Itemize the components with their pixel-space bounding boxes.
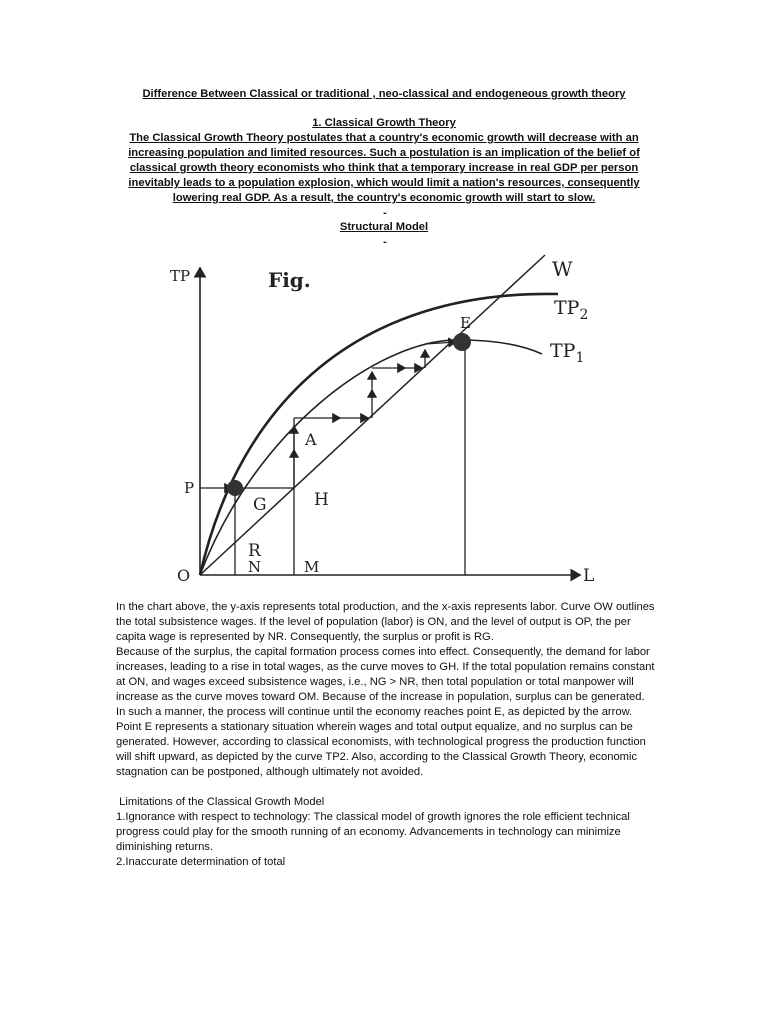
m-label: M [304, 558, 320, 576]
figure-svg [160, 250, 620, 590]
x-axis-label: L [583, 566, 595, 586]
section-heading: 1. Classical Growth Theory [312, 117, 456, 129]
g-label: G [253, 495, 267, 515]
n-label: N [248, 558, 262, 576]
spacer [116, 780, 656, 795]
tp2-curve [200, 294, 558, 575]
limitation-1: 1.Ignorance with respect to technology: The classical model of growth ignores the role efficient technical progress could play for the smooth running of an economy. Advancements in technology can minimize diminishing returns. [116, 811, 630, 853]
tp1-label-sub: 1 [575, 350, 585, 366]
tp2-label-sub: 2 [579, 307, 589, 323]
point-e [453, 333, 471, 351]
p-label: P [184, 479, 195, 497]
h-label: H [314, 490, 329, 510]
e-label: E [460, 314, 471, 332]
fig-label: Fig. [268, 268, 311, 292]
document-title: Difference Between Classical or traditional , neo-classical and endogeneous growth theory [142, 88, 626, 100]
y-axis-label: TP [170, 267, 191, 285]
tp2-label-base: TP [554, 297, 580, 319]
limitations-heading: Limitations of the Classical Growth Model [116, 796, 325, 808]
tp1-curve [200, 340, 542, 575]
tp2-label [554, 297, 588, 323]
intro-paragraph: The Classical Growth Theory postulates that a country's economic growth will decrease with an increasing population and limited resources. Such a postulation is an implication of the belief of classical growth theory economists who think that a temporary increase in real GDP per person inevitably leads to a population explosion, which would limit a nation's resources, consequently lowering real GDP. As a result, the country's economic growth will start to slow. [128, 132, 640, 204]
paragraph-3: In such a manner, the process will continue until the economy reaches point E, as depicted by the arrow. Point E represents a stationary situation wherein wages and total output equalize, and no surplus can be generated. However, according to classical economists, with technological progress the production function will shift upward, as depicted by the curve TP2. Also, according to the Classical Growth Theory, economic stagnation can be postponed, although ultimately not avoided. [116, 706, 646, 778]
explanation-text [116, 600, 656, 870]
paragraph-2: Because of the surplus, the capital formation process comes into effect. Consequently, the demand for labor increases, leading to a rise in total wages, as the curve moves to GH. If the total population remains constant at ON, and wages exceed subsistence wages, i.e., NG > NR, then total population or total manpower will increase as the curve moves toward OM. Because of the increase in population, surplus can be generated. [116, 646, 655, 703]
separator-dash: - [383, 207, 387, 219]
paragraph-1: In the chart above, the y-axis represents total production, and the x-axis represents labor. Curve OW outlines the total subsistence wages. If the level of population (labor) is ON, and the level of output is OP, the per capita wage is represented by NR. Consequently, the surplus or profit is RG. [116, 601, 655, 643]
tp1-label-base: TP [550, 340, 576, 362]
point-g [227, 480, 243, 496]
origin-label: O [177, 566, 191, 585]
a-label: A [305, 430, 317, 449]
limitation-2: 2.Inaccurate determination of total [116, 856, 286, 868]
r-label: R [248, 541, 261, 561]
model-title: Structural Model [339, 221, 429, 233]
classical-growth-figure [160, 250, 620, 590]
separator-dash-2: - [383, 236, 387, 248]
w-label: W [552, 257, 573, 281]
tp1-label [550, 340, 584, 366]
